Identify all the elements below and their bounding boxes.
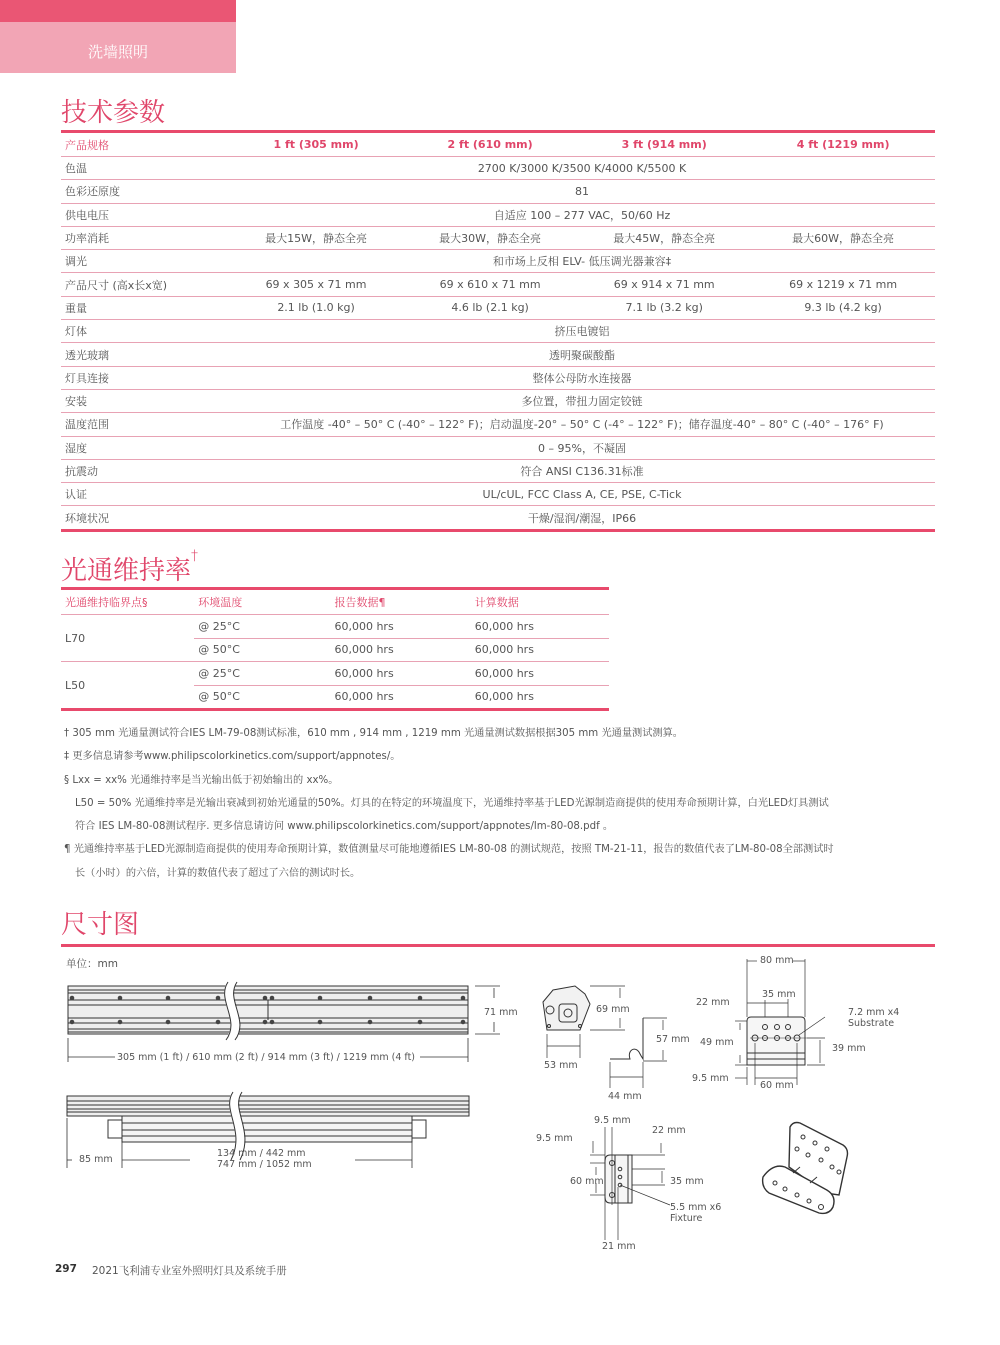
specs-header-size: 3 ft (914 mm): [577, 133, 751, 157]
specs-row: [61, 226, 935, 249]
specs-row-value: 符合 ANSI C136.31标准: [229, 459, 935, 482]
section-tab: [0, 0, 236, 73]
specs-row: [61, 203, 935, 226]
lumen-header-cell: 报告数据¶: [330, 590, 470, 615]
specs-row-label: 供电电压: [61, 203, 229, 226]
label-h-57: 57 mm: [656, 1034, 690, 1045]
specs-row: [61, 296, 935, 319]
specs-row-label: 色彩还原度: [61, 180, 229, 203]
specs-header-size: 2 ft (610 mm): [403, 133, 577, 157]
specs-header-row: [61, 133, 935, 157]
label-w-60: 60 mm: [760, 1080, 794, 1091]
specs-row-value: 最大15W，静态全亮: [229, 226, 403, 249]
specs-row: [61, 250, 935, 273]
label-hole-substrate-1: 7.2 mm x4: [848, 1007, 900, 1018]
specs-row: [61, 366, 935, 389]
lumen-title: [61, 550, 198, 587]
label-w-44: 44 mm: [608, 1091, 642, 1102]
note-section: § Lxx = xx% 光通维持率是当光输出低于初始输出的 xx%。: [64, 774, 339, 786]
specs-row-value: 和市场上反相 ELV- 低压调光器兼容‡: [229, 250, 935, 273]
specs-row-label: 调光: [61, 250, 229, 273]
specs-row-label: 温度范围: [61, 413, 229, 436]
lumen-reported: 60,000 hrs: [330, 615, 470, 639]
lumen-title-text: 光通维持率: [61, 556, 192, 586]
specs-row-label: 重量: [61, 296, 229, 319]
label-w-53: 53 mm: [544, 1060, 578, 1071]
label-bracket-22: 22 mm: [652, 1125, 686, 1136]
label-h-49: 49 mm: [700, 1037, 734, 1048]
specs-row-value: 整体公母防水连接器: [229, 366, 935, 389]
label-w-80: 80 mm: [760, 955, 794, 966]
note-double-dagger: ‡ 更多信息请参考www.philipscolorkinetics.com/support/appnotes/。: [64, 751, 401, 763]
specs-row-label: 功率消耗: [61, 226, 229, 249]
lumen-header-cell: 计算数据: [471, 590, 609, 615]
lumen-temp: @ 50°C: [194, 638, 330, 662]
lumen-table: [61, 590, 609, 711]
specs-row: [61, 180, 935, 203]
specs-row-value: 69 x 914 x 71 mm: [577, 273, 751, 296]
specs-row-value: 最大45W，静态全亮: [577, 226, 751, 249]
specs-row-label: 灯具连接: [61, 366, 229, 389]
label-hole-substrate-2: Substrate: [848, 1018, 895, 1029]
specs-row-label: 抗震动: [61, 459, 229, 482]
note-pilcrow-cont: 长（小时）的六倍，计算的数值代表了超过了六倍的测试时长。: [75, 867, 361, 879]
label-bracket-21: 21 mm: [602, 1241, 636, 1252]
label-w-22: 22 mm: [696, 997, 730, 1008]
specs-row-value: UL/cUL, FCC Class A, CE, PSE, C-Tick: [229, 483, 935, 506]
bracket-front-drawing: [735, 955, 845, 1090]
specs-row: [61, 320, 935, 343]
specs-row-value: 69 x 305 x 71 mm: [229, 273, 403, 296]
specs-row-label: 透光玻璃: [61, 343, 229, 366]
label-bracket-9-5-top: 9.5 mm: [594, 1115, 631, 1126]
lumen-title-mark: †: [191, 548, 199, 564]
specs-row: [61, 413, 935, 436]
tab-top-bar: [0, 0, 236, 22]
dimensions-title: 尺寸图: [61, 910, 140, 940]
specs-row-value: 0 – 95%，不凝固: [229, 436, 935, 459]
specs-row: [61, 273, 935, 296]
lumen-row: [61, 662, 609, 686]
lumen-temp: @ 25°C: [194, 615, 330, 639]
label-hole-fixture-2: Fixture: [670, 1213, 703, 1224]
label-h-39: 39 mm: [832, 1043, 866, 1054]
label-bracket-60: 60 mm: [570, 1176, 604, 1187]
specs-header-label: 产品规格: [61, 133, 229, 157]
lumen-temp: @ 50°C: [194, 685, 330, 710]
specs-row-value: 干燥/湿润/潮湿，IP66: [229, 506, 935, 530]
lumen-calculated: 60,000 hrs: [471, 638, 609, 662]
lumen-row: [61, 615, 609, 639]
lumen-calculated: 60,000 hrs: [471, 685, 609, 710]
label-w-9-5: 9.5 mm: [692, 1073, 729, 1084]
label-bracket-spacing-1: 134 mm / 442 mm: [217, 1148, 306, 1159]
specs-header-size: 1 ft (305 mm): [229, 133, 403, 157]
specs-row: [61, 436, 935, 459]
lumen-temp: @ 25°C: [194, 662, 330, 686]
note-pilcrow: ¶ 光通维持率基于LED光源制造商提供的使用寿命预期计算，数值测量尽可能地遵循IES LM-80-08 的测试规范，按照 TM-21-11，报告的数值代表了LM-80-08全部测试时: [64, 844, 834, 856]
specs-row-value: 多位置，带扭力固定铰链: [229, 389, 935, 412]
tab-label: 洗墙照明: [0, 22, 236, 73]
specs-row-label: 灯体: [61, 320, 229, 343]
note-dagger: † 305 mm 光通量测试符合IES LM-79-08测试标准，610 mm , 914 mm , 1219 mm 光通量测试数据根据305 mm 光通量测试测算。: [64, 728, 683, 739]
specs-header-size: 4 ft (1219 mm): [751, 133, 935, 157]
specs-row: [61, 389, 935, 412]
specs-row-label: 认证: [61, 483, 229, 506]
specs-row: [61, 157, 935, 180]
specs-row-value: 最大60W，静态全亮: [751, 226, 935, 249]
lumen-point: L50: [61, 662, 194, 710]
specs-row: [61, 343, 935, 366]
specs-row-value: 2.1 lb (1.0 kg): [229, 296, 403, 319]
specs-table: [61, 133, 935, 532]
label-bracket-9-5-left: 9.5 mm: [536, 1133, 573, 1144]
footer-title: 2021飞利浦专业室外照明灯具及系统手册: [92, 1265, 287, 1277]
specs-row-value: 挤压电镀铝: [229, 320, 935, 343]
lumen-header-row: [61, 590, 609, 615]
label-lengths: 305 mm (1 ft) / 610 mm (2 ft) / 914 mm (3 ft) / 1219 mm (4 ft): [117, 1052, 416, 1063]
specs-title: 技术参数: [61, 98, 166, 128]
lumen-header-cell: 光通维持临界点§: [61, 590, 194, 615]
bracket-isometric-drawing: [755, 1115, 855, 1220]
label-height-71: 71 mm: [484, 1007, 518, 1018]
label-w-35: 35 mm: [762, 989, 796, 1000]
label-h-69: 69 mm: [596, 1004, 630, 1015]
specs-row-value: 工作温度 -40° – 50° C (-40° – 122° F)；启动温度-20° – 50° C (-4° – 122° F)；储存温度-40° – 80° C (-40° – 176° F): [229, 413, 935, 436]
specs-row-value: 透明聚碳酸酯: [229, 343, 935, 366]
specs-row-value: 2700 K/3000 K/3500 K/4000 K/5500 K: [229, 157, 935, 180]
specs-row: [61, 483, 935, 506]
specs-row-value: 69 x 610 x 71 mm: [403, 273, 577, 296]
specs-row: [61, 506, 935, 530]
specs-row-value: 4.6 lb (2.1 kg): [403, 296, 577, 319]
page-number: 297: [55, 1263, 77, 1275]
specs-row-value: 81: [229, 180, 935, 203]
footnotes: [64, 722, 944, 885]
unit-label: 单位：mm: [66, 958, 118, 970]
lumen-calculated: 60,000 hrs: [471, 662, 609, 686]
specs-row-label: 环境状况: [61, 506, 229, 530]
label-bracket-35: 35 mm: [670, 1176, 704, 1187]
specs-row-value: 最大30W，静态全亮: [403, 226, 577, 249]
specs-row-label: 湿度: [61, 436, 229, 459]
label-bracket-spacing-2: 747 mm / 1052 mm: [217, 1159, 312, 1170]
specs-row-value: 自适应 100 – 277 VAC，50/60 Hz: [229, 203, 935, 226]
specs-row-value: 69 x 1219 x 71 mm: [751, 273, 935, 296]
specs-row-value: 7.1 lb (3.2 kg): [577, 296, 751, 319]
specs-row-label: 色温: [61, 157, 229, 180]
lumen-header-cell: 环境温度: [194, 590, 330, 615]
lumen-point: L70: [61, 615, 194, 662]
lumen-calculated: 60,000 hrs: [471, 615, 609, 639]
label-offset-85: 85 mm: [79, 1154, 113, 1165]
specs-row-value: 9.3 lb (4.2 kg): [751, 296, 935, 319]
specs-row: [61, 459, 935, 482]
label-hole-fixture-1: 5.5 mm x6: [670, 1202, 722, 1213]
note-lm80: 符合 IES LM-80-08测试程序. 更多信息请访问 www.philipscolorkinetics.com/support/appnotes/lm-80-08.pdf 。: [75, 821, 614, 833]
lumen-reported: 60,000 hrs: [330, 662, 470, 686]
specs-row-label: 产品尺寸 (高x长x宽): [61, 273, 229, 296]
lumen-reported: 60,000 hrs: [330, 685, 470, 710]
dimensions-top-rule: [61, 944, 935, 947]
lumen-reported: 60,000 hrs: [330, 638, 470, 662]
specs-row-label: 安装: [61, 389, 229, 412]
note-l50: L50 = 50% 光通维持率是光输出衰减到初始光通量的50%。灯具的在特定的环境温度下，光通维持率基于LED光源制造商提供的使用寿命预期计算，白光LED灯具测试: [75, 797, 829, 809]
